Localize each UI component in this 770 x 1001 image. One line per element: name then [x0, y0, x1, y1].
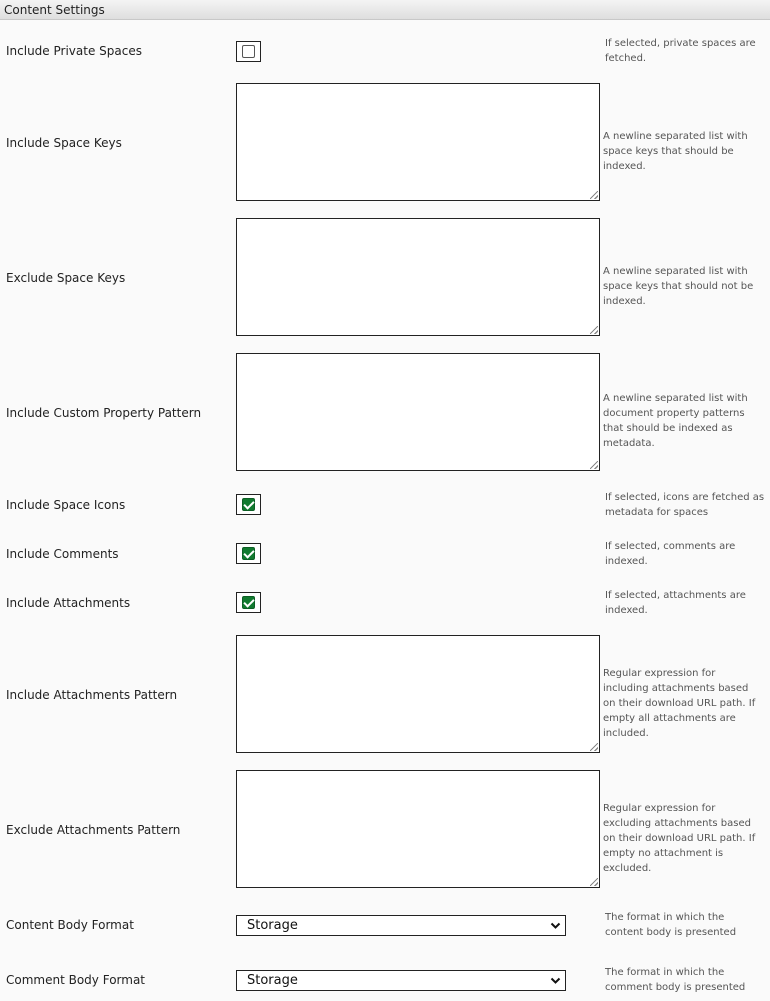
include-space-icons-checkbox[interactable] [236, 494, 261, 515]
exclude-attachments-pattern-label: Exclude Attachments Pattern [6, 823, 181, 837]
resize-grip-icon[interactable] [590, 878, 598, 886]
resize-grip-icon[interactable] [590, 326, 598, 334]
include-custom-property-pattern-textarea[interactable] [236, 353, 600, 471]
resize-grip-icon[interactable] [590, 191, 598, 199]
exclude-attachments-pattern-textarea[interactable] [236, 770, 600, 888]
checkmark-icon [242, 547, 255, 560]
exclude-attachments-pattern-help: Regular expression for excluding attachments based on their download URL path. If empty no attachment is excluded. [603, 803, 756, 874]
content-body-format-select[interactable] [236, 915, 566, 936]
exclude-space-keys-textarea[interactable] [236, 218, 600, 336]
include-attachments-help: If selected, attachments are indexed. [605, 590, 746, 616]
include-attachments-checkbox[interactable] [236, 592, 261, 613]
panel-header [0, 0, 770, 20]
comment-body-format-select[interactable] [236, 970, 566, 991]
include-private-spaces-checkbox[interactable] [236, 41, 261, 62]
exclude-space-keys-label: Exclude Space Keys [6, 271, 126, 285]
include-attachments-label: Include Attachments [6, 596, 131, 610]
include-attachments-pattern-textarea[interactable] [236, 635, 600, 753]
content-body-format-label: Content Body Format [6, 918, 134, 932]
chevron-down-icon [550, 975, 561, 986]
content-body-format-help: The format in which the content body is presented [605, 912, 737, 938]
comment-body-format-help: The format in which the comment body is presented [605, 967, 746, 993]
include-space-keys-textarea[interactable] [236, 83, 600, 201]
include-custom-property-pattern-label: Include Custom Property Pattern [6, 406, 202, 420]
include-custom-property-pattern-help: A newline separated list with document property patterns that should be indexed as metadata. [603, 393, 748, 449]
checkmark-icon [242, 596, 255, 609]
include-comments-label: Include Comments [6, 547, 119, 561]
resize-grip-icon[interactable] [590, 743, 598, 751]
include-attachments-pattern-help: Regular expression for including attachments based on their download URL path. If empty all attachments are included. [603, 668, 756, 739]
include-space-icons-help: If selected, icons are fetched as metadata for spaces [605, 492, 765, 518]
include-private-spaces-label: Include Private Spaces [6, 44, 142, 58]
panel-title: Content Settings [4, 3, 105, 17]
select-value: Storage [247, 973, 298, 988]
checkbox-box [242, 45, 255, 58]
include-space-keys-label: Include Space Keys [6, 136, 122, 150]
comment-body-format-label: Comment Body Format [6, 973, 146, 987]
chevron-down-icon [550, 920, 561, 931]
include-space-icons-label: Include Space Icons [6, 498, 126, 512]
checkmark-icon [242, 498, 255, 511]
resize-grip-icon[interactable] [590, 461, 598, 469]
select-value: Storage [247, 918, 298, 933]
include-comments-checkbox[interactable] [236, 543, 261, 564]
include-comments-help: If selected, comments are indexed. [605, 541, 736, 567]
include-space-keys-help: A newline separated list with space keys that should be indexed. [603, 131, 748, 172]
include-private-spaces-help: If selected, private spaces are fetched. [605, 38, 756, 64]
exclude-space-keys-help: A newline separated list with space keys that should not be indexed. [603, 266, 754, 307]
include-attachments-pattern-label: Include Attachments Pattern [6, 688, 178, 702]
